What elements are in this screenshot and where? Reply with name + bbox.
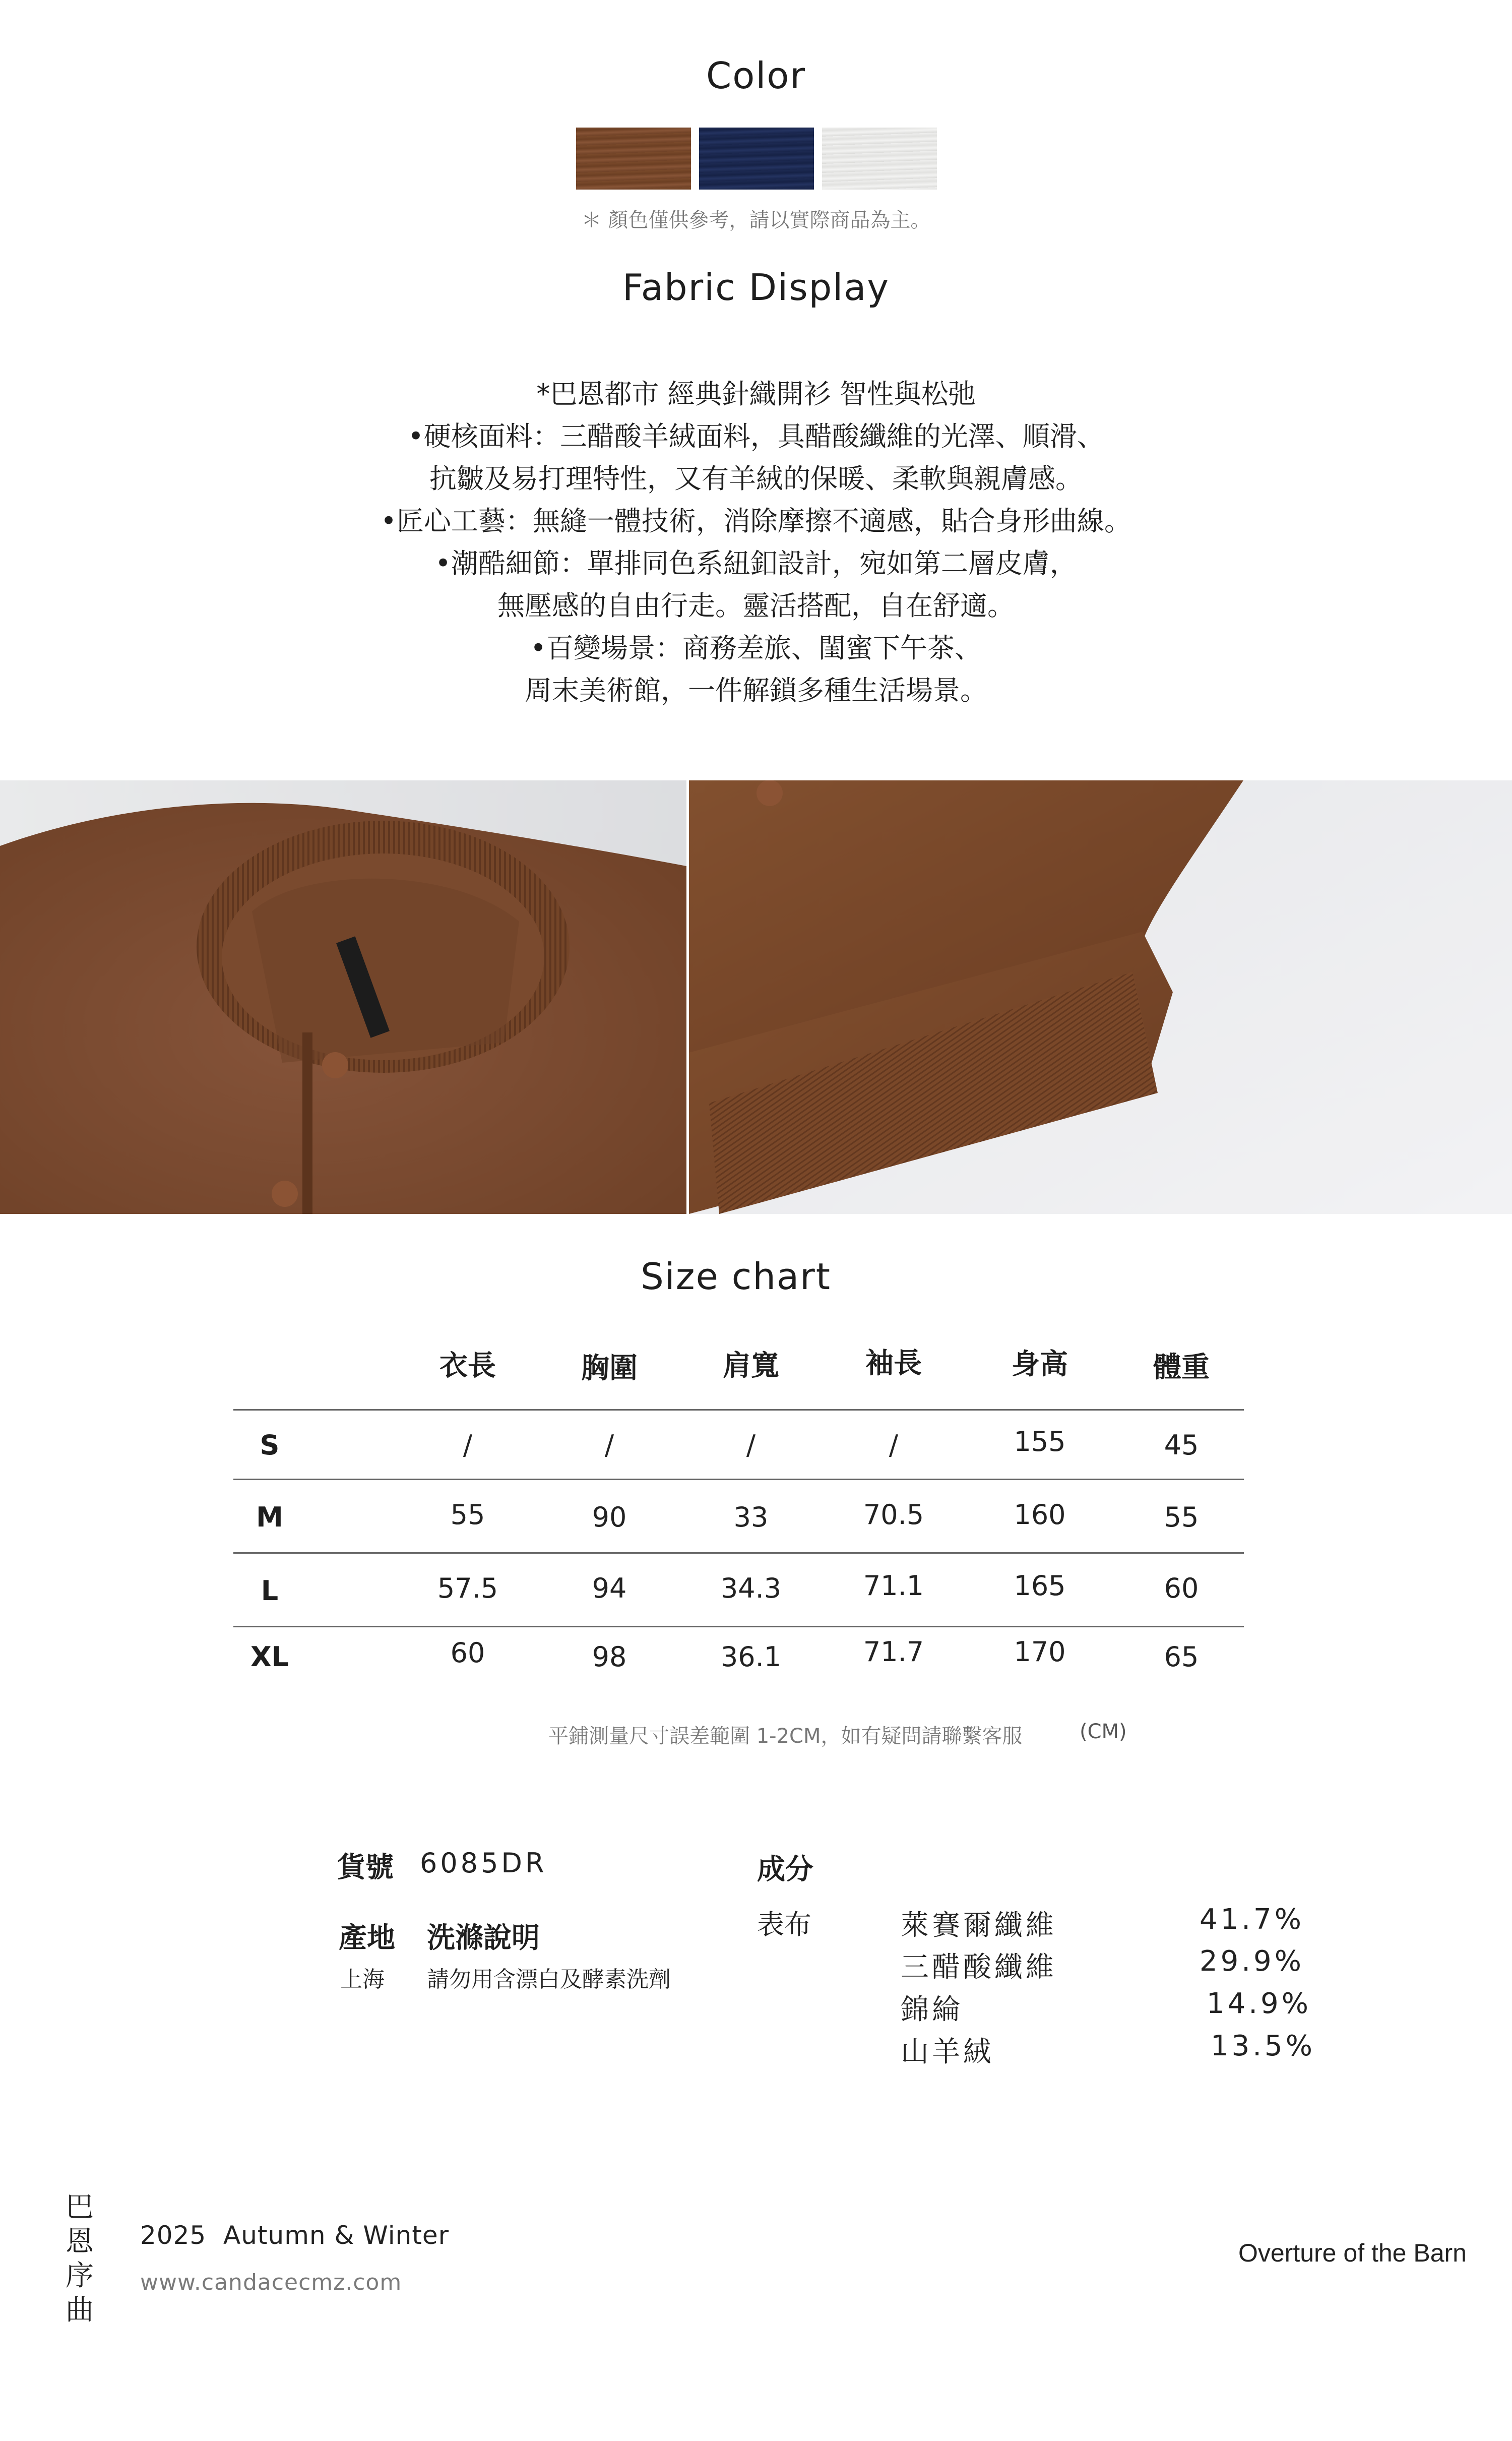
size-chart-title: Size chart (641, 1255, 831, 1298)
composition-label: 成分 (757, 1853, 813, 1886)
brand-vertical (65, 2190, 95, 2328)
cell: 36.1 (720, 1641, 782, 1673)
material-pct: 13.5% (1211, 2030, 1315, 2062)
brand-char: 序 (66, 2260, 94, 2292)
cell: 160 (1014, 1499, 1066, 1531)
origin-value: 上海 (340, 1967, 385, 1992)
row-divider (233, 1552, 1244, 1554)
cell: 45 (1164, 1429, 1199, 1461)
fabric-line: 抗皺及易打理特性，又有羊絨的保暖、柔軟與親膚感。 (429, 463, 1083, 495)
cell: 60 (450, 1637, 485, 1669)
size-footnote: 平鋪測量尺寸誤差範圍 1-2CM，如有疑問請聯繫客服 (548, 1725, 1023, 1748)
website-link[interactable]: www.candacecmz.com (140, 2270, 402, 2295)
care-label: 洗滌說明 (427, 1922, 540, 1955)
material-name: 錦綸 (901, 1993, 963, 2026)
swatch-white[interactable] (822, 128, 937, 190)
brand-tagline: Overture of the Barn (1238, 2239, 1467, 2267)
size-unit: (CM) (1080, 1720, 1127, 1743)
row-divider (233, 1409, 1244, 1411)
cell: 155 (1014, 1426, 1066, 1457)
size-label: XL (250, 1641, 289, 1673)
collar-detail-photo (0, 780, 686, 1214)
cell: 34.3 (720, 1572, 782, 1604)
size-label: M (256, 1501, 283, 1533)
size-label: L (261, 1575, 279, 1607)
swatch-navy[interactable] (699, 128, 814, 190)
table-row (233, 1552, 1244, 1625)
header-weight: 體重 (1153, 1351, 1210, 1384)
material-pct: 14.9% (1207, 1987, 1311, 2020)
brand-char: 曲 (66, 2294, 94, 2327)
cell: 70.5 (863, 1499, 924, 1531)
header-length: 衣長 (439, 1350, 496, 1382)
season-text: 2025 Autumn & Winter (140, 2221, 450, 2250)
sku-value: 6085DR (420, 1847, 547, 1879)
brand-char: 恩 (66, 2225, 94, 2258)
table-row (233, 1626, 1244, 1699)
cell: 170 (1014, 1636, 1066, 1668)
color-title: Color (706, 54, 806, 97)
sleeve-photo-art (689, 780, 1512, 1214)
fabric-line: •百變場景：商務差旅、閨蜜下午茶、 (530, 632, 982, 664)
color-note: ＊ 顏色僅供參考，請以實際商品為主。 (581, 209, 931, 232)
fabric-line: •潮酷細節：單排同色系紐釦設計，宛如第二層皮膚， (435, 547, 1077, 579)
row-divider (233, 1479, 1244, 1480)
cell: 71.7 (863, 1636, 924, 1668)
table-row (233, 1479, 1244, 1552)
fabric-description (0, 373, 1512, 712)
fabric-part: 表布 (757, 1909, 811, 1940)
material-name: 三醋酸纖維 (901, 1951, 1057, 1984)
cell: 165 (1014, 1570, 1066, 1602)
cell: 65 (1164, 1641, 1199, 1673)
sku-label: 貨號 (337, 1851, 394, 1884)
cell: / (604, 1429, 614, 1461)
cell: 60 (1164, 1572, 1199, 1604)
fabric-line: 無壓感的自由行走。靈活搭配，自在舒適。 (497, 590, 1015, 622)
cell: / (889, 1429, 899, 1461)
cell: 57.5 (437, 1572, 498, 1604)
origin-label: 產地 (339, 1922, 395, 1955)
row-divider (233, 1626, 1244, 1627)
header-shoulder: 肩寬 (723, 1350, 779, 1382)
fabric-line: •硬核面料：三醋酸羊絨面料，具醋酸纖維的光澤、順滑、 (408, 420, 1104, 452)
material-name: 山羊絨 (901, 2036, 994, 2068)
care-value: 請勿用含漂白及酵素洗劑 (427, 1967, 671, 1992)
cell: 55 (1164, 1501, 1199, 1533)
size-label: S (260, 1429, 280, 1461)
sleeve-cuff-detail-photo (689, 780, 1512, 1214)
cell: 33 (733, 1501, 769, 1533)
header-chest: 胸圍 (581, 1352, 638, 1385)
material-pct: 29.9% (1200, 1945, 1304, 1978)
material-name: 萊賽爾纖維 (901, 1909, 1057, 1942)
cell: 94 (592, 1572, 627, 1604)
cell: / (746, 1429, 756, 1461)
collar-photo-art (0, 780, 686, 1214)
fabric-line: *巴恩都市 經典針織開衫 智性與松弛 (536, 378, 976, 410)
fabric-line: •匠心工藝：無縫一體技術，消除摩擦不適感，貼合身形曲線。 (381, 505, 1131, 537)
brand-char: 巴 (66, 2191, 94, 2224)
header-height: 身高 (1012, 1348, 1068, 1381)
swatch-brown[interactable] (576, 128, 691, 190)
table-row (233, 1409, 1244, 1482)
cell: 71.1 (863, 1570, 924, 1602)
header-sleeve: 袖長 (865, 1347, 922, 1380)
cell: 55 (450, 1499, 485, 1531)
cell: 90 (592, 1501, 627, 1533)
cell: 98 (592, 1641, 627, 1673)
fabric-line: 周末美術館，一件解鎖多種生活場景。 (525, 675, 987, 706)
material-pct: 41.7% (1200, 1903, 1304, 1936)
cell: / (463, 1429, 473, 1461)
fabric-title: Fabric Display (622, 266, 890, 309)
